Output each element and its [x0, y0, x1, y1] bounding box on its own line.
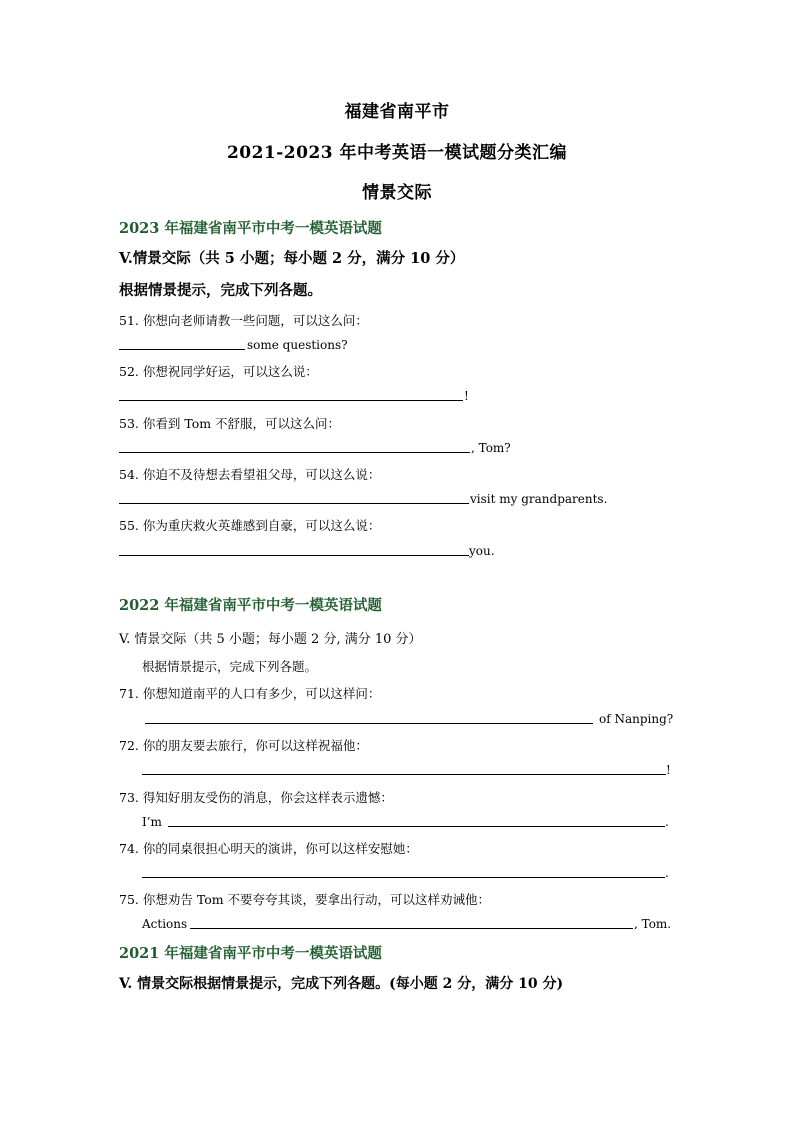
answer-tail: you.: [469, 544, 495, 558]
answer-tail: some questions?: [247, 338, 348, 352]
answer-line-72: [142, 761, 672, 777]
answer-blank[interactable]: [142, 877, 665, 878]
answer-line-51: [119, 336, 359, 352]
instruction-2023: 根据情景提示，完成下列各题。: [119, 282, 322, 299]
part-title-2023: V.情景交际（共 5 小题；每小题 2 分，满分 10 分）: [119, 250, 465, 267]
question-52: 52. 你想祝同学好运，可以这么说：: [119, 364, 318, 379]
question-71: 71. 你想知道南平的人口有多少，可以这样问：: [119, 686, 381, 701]
question-53: 53. 你看到 Tom 不舒服，可以这么问：: [119, 416, 341, 431]
answer-tail: !: [464, 389, 469, 403]
answer-tail: .: [665, 866, 669, 880]
section-heading-2021: 2021 年福建省南平市中考一模英语试题: [119, 945, 382, 962]
answer-line-75: [142, 915, 672, 931]
question-75: 75. 你想劝告 Tom 不要夸夸其谈，要拿出行动，可以这样劝诫他：: [119, 892, 491, 907]
section-heading-2022: 2022 年福建省南平市中考一模英语试题: [119, 597, 382, 614]
answer-tail: of Nanping?: [599, 712, 674, 726]
answer-lead: I’m: [142, 815, 162, 829]
answer-line-74: [142, 864, 672, 880]
section-heading-2023: 2023 年福建省南平市中考一模英语试题: [119, 220, 382, 237]
answer-tail: .: [665, 815, 669, 829]
question-51: 51. 你想向老师请教一些问题，可以这么问：: [119, 313, 368, 328]
answer-tail: !: [666, 763, 671, 777]
question-54: 54. 你迫不及待想去看望祖父母，可以这么说：: [119, 467, 381, 482]
answer-line-53: [119, 439, 539, 455]
answer-line-54: [119, 490, 619, 506]
answer-blank[interactable]: [119, 452, 470, 453]
answer-blank[interactable]: [190, 928, 633, 929]
part-title-2021: V. 情景交际根据情景提示，完成下列各题。(每小题 2 分，满分 10 分): [119, 976, 564, 992]
doc-title-topic: 情景交际: [362, 183, 432, 203]
answer-tail: , Tom?: [471, 441, 511, 455]
answer-tail: , Tom.: [634, 917, 672, 931]
part-title-2022: V. 情景交际（共 5 小题；每小题 2 分, 满分 10 分）: [119, 632, 422, 647]
question-74: 74. 你的同桌很担心明天的演讲，你可以这样安慰她：: [119, 841, 418, 856]
answer-line-55: [119, 542, 539, 558]
answer-blank[interactable]: [142, 774, 666, 775]
instruction-2022: 根据情景提示，完成下列各题。: [142, 659, 318, 674]
question-55: 55. 你为重庆救火英雄感到自豪，可以这么说：: [119, 518, 381, 533]
answer-blank[interactable]: [119, 349, 245, 350]
answer-line-73: [142, 813, 672, 829]
answer-blank[interactable]: [168, 826, 665, 827]
answer-line-52: [119, 387, 479, 403]
answer-lead: Actions: [142, 917, 188, 931]
answer-blank[interactable]: [119, 503, 469, 504]
doc-title-collection: 2021-2023 年中考英语一模试题分类汇编: [226, 143, 568, 163]
doc-title-region: 福建省南平市: [344, 102, 450, 122]
answer-tail: visit my grandparents.: [470, 492, 608, 506]
question-72: 72. 你的朋友要去旅行，你可以这样祝福他：: [119, 738, 368, 753]
answer-blank[interactable]: [119, 555, 469, 556]
question-73: 73. 得知好朋友受伤的消息，你会这样表示遗憾：: [119, 790, 393, 805]
answer-blank[interactable]: [119, 400, 463, 401]
answer-blank[interactable]: [145, 723, 593, 724]
answer-line-71: [142, 710, 672, 726]
